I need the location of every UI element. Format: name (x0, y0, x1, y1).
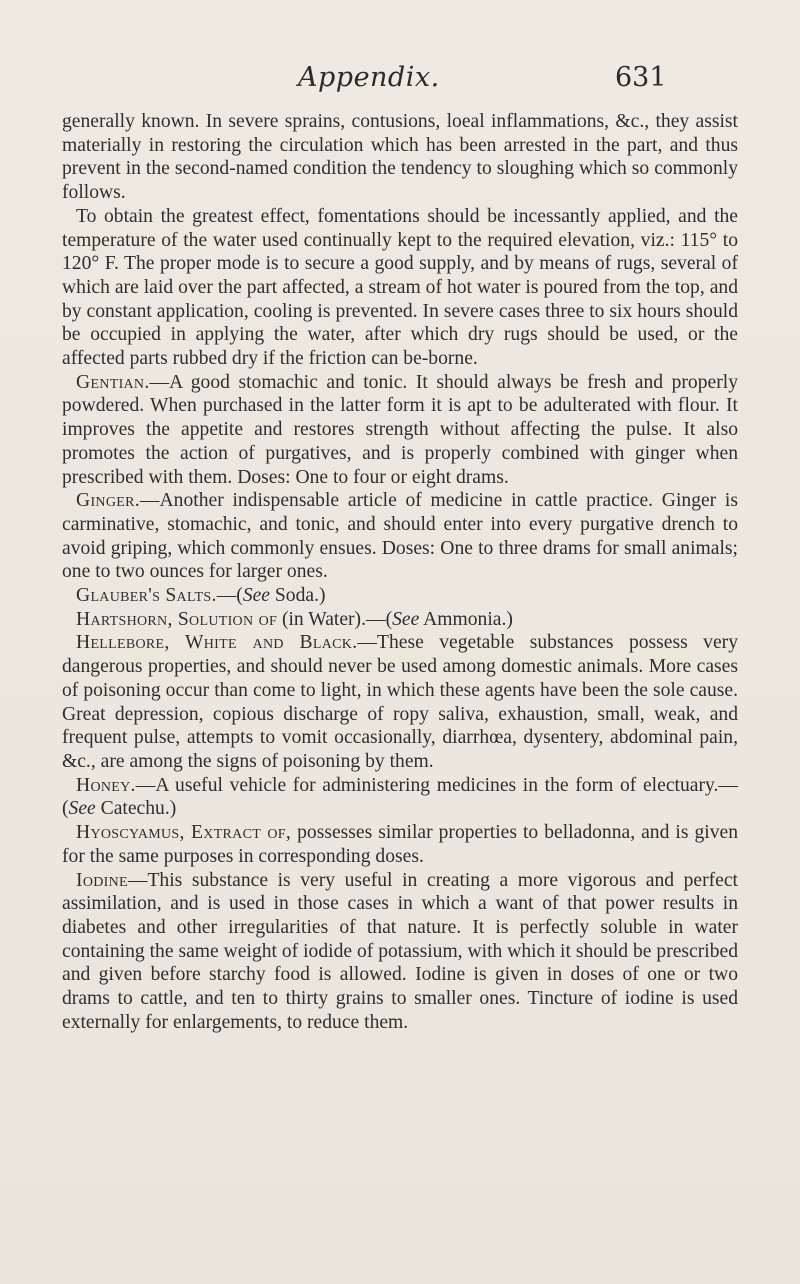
entry-hellebore (62, 631, 738, 773)
entry-hartshorn (62, 608, 738, 632)
entry-text: —Another indispensable article of medicine in cattle practice. Ginger is carminative, stomachic, and tonic, and should enter into every purgative drench to avoid griping, which commonly ensues. Doses: One to three drams for small animals; one to two ounces for larger ones. (62, 490, 738, 583)
entry-gentian (62, 371, 738, 490)
entry-heading: Ginger. (76, 490, 140, 512)
entry-text: —These vegetable substances possess very dangerous properties, and should never be used among domestic animals. More cases of poisoning occur than come to light, in which these agents have been the sole cause. Great depression, copious discharge of ropy saliva, exhaustion, small, weak, and frequent pulse, attempts to vomit occasionally, diarrhœa, dysentery, abdominal pain, &c., are among the signs of poisoning by them. (62, 632, 738, 772)
entry-text: possesses similar properties to belladonna, and is given for the same purposes in corresponding doses. (62, 822, 738, 867)
entry-heading: Glauber's Salts. (76, 585, 217, 607)
see-reference: See (68, 798, 96, 820)
entry-heading: Hyoscyamus, Extract of, (76, 822, 292, 844)
paragraph-text: To obtain the greatest effect, fomentations should be incessantly applied, and the temperature of the water used continually kept to the required elevation, viz.: 115° to 120° F. The proper mode is to secure a good supply, and by means of rugs, several of which are laid over the part affected, a stream of hot water is poured from the top, and by constant application, cooling is prevented. In severe cases three to six hours should be occupied in applying the water, after which dry rugs should be used, or the affected parts rubbed dry if the friction can be-borne. (62, 205, 738, 370)
see-reference: See (242, 585, 271, 607)
see-reference: See (392, 608, 420, 630)
entry-heading: Iodine (76, 869, 128, 891)
entry-text: —( (216, 585, 243, 607)
paragraph-continuation (62, 110, 738, 205)
entry-text: —This substance is very useful in creating a more vigorous and perfect assimilation, and is used in those cases in which a want of that power results in diabetes and other irregularities of that nature. It is perfectly soluble in water containing the same weight of iodide of potassium, with which it should be prescribed and given before starchy food is allowed. Iodine is given in doses of one or two drams to cattle, and ten to thirty grains to smaller ones. Tincture of iodine is used externally for enlargements, to reduce them. (62, 869, 738, 1033)
cross-reference-target: Ammonia.) (419, 608, 513, 630)
cross-reference-target: Soda.) (270, 585, 326, 607)
body-text (62, 110, 738, 1034)
paragraph-fomentations (62, 205, 738, 371)
entry-heading: Hellebore, White and Black. (76, 632, 358, 654)
entry-text: (in Water).—( (277, 608, 393, 630)
entry-honey (62, 774, 738, 821)
cross-reference-target: Catechu.) (95, 798, 177, 820)
entry-text: —A good stomachic and tonic. It should always be fresh and properly powdered. When purchased in the latter form it is apt to be adulterated with flour. It improves the appetite and restores strength without affecting the pulse. It also promotes the action of purgatives, and is properly combined with ginger when prescribed with them. Doses: One to four or eight drams. (62, 371, 738, 488)
page-header (0, 62, 800, 102)
entry-iodine (62, 869, 738, 1035)
entry-heading: Honey. (76, 774, 136, 796)
entry-heading: Gentian. (76, 371, 150, 393)
running-title: Appendix. (298, 62, 440, 93)
entry-glaubers-salts (62, 584, 738, 608)
entry-heading: Hartshorn, Solution of (76, 608, 278, 630)
entry-ginger (62, 489, 738, 584)
entry-text: —A useful vehicle for administering medicines in the form of electuary.—( (62, 774, 738, 820)
entry-hyoscyamus (62, 821, 738, 868)
paragraph-text: generally known. In severe sprains, contusions, loeal inflammations, &c., they assist materially in restoring the circulation which has been arrested in the part, and thus prevent in the second-named condition the tendency to sloughing which so commonly follows. (62, 111, 738, 204)
page-number: 631 (615, 62, 667, 93)
